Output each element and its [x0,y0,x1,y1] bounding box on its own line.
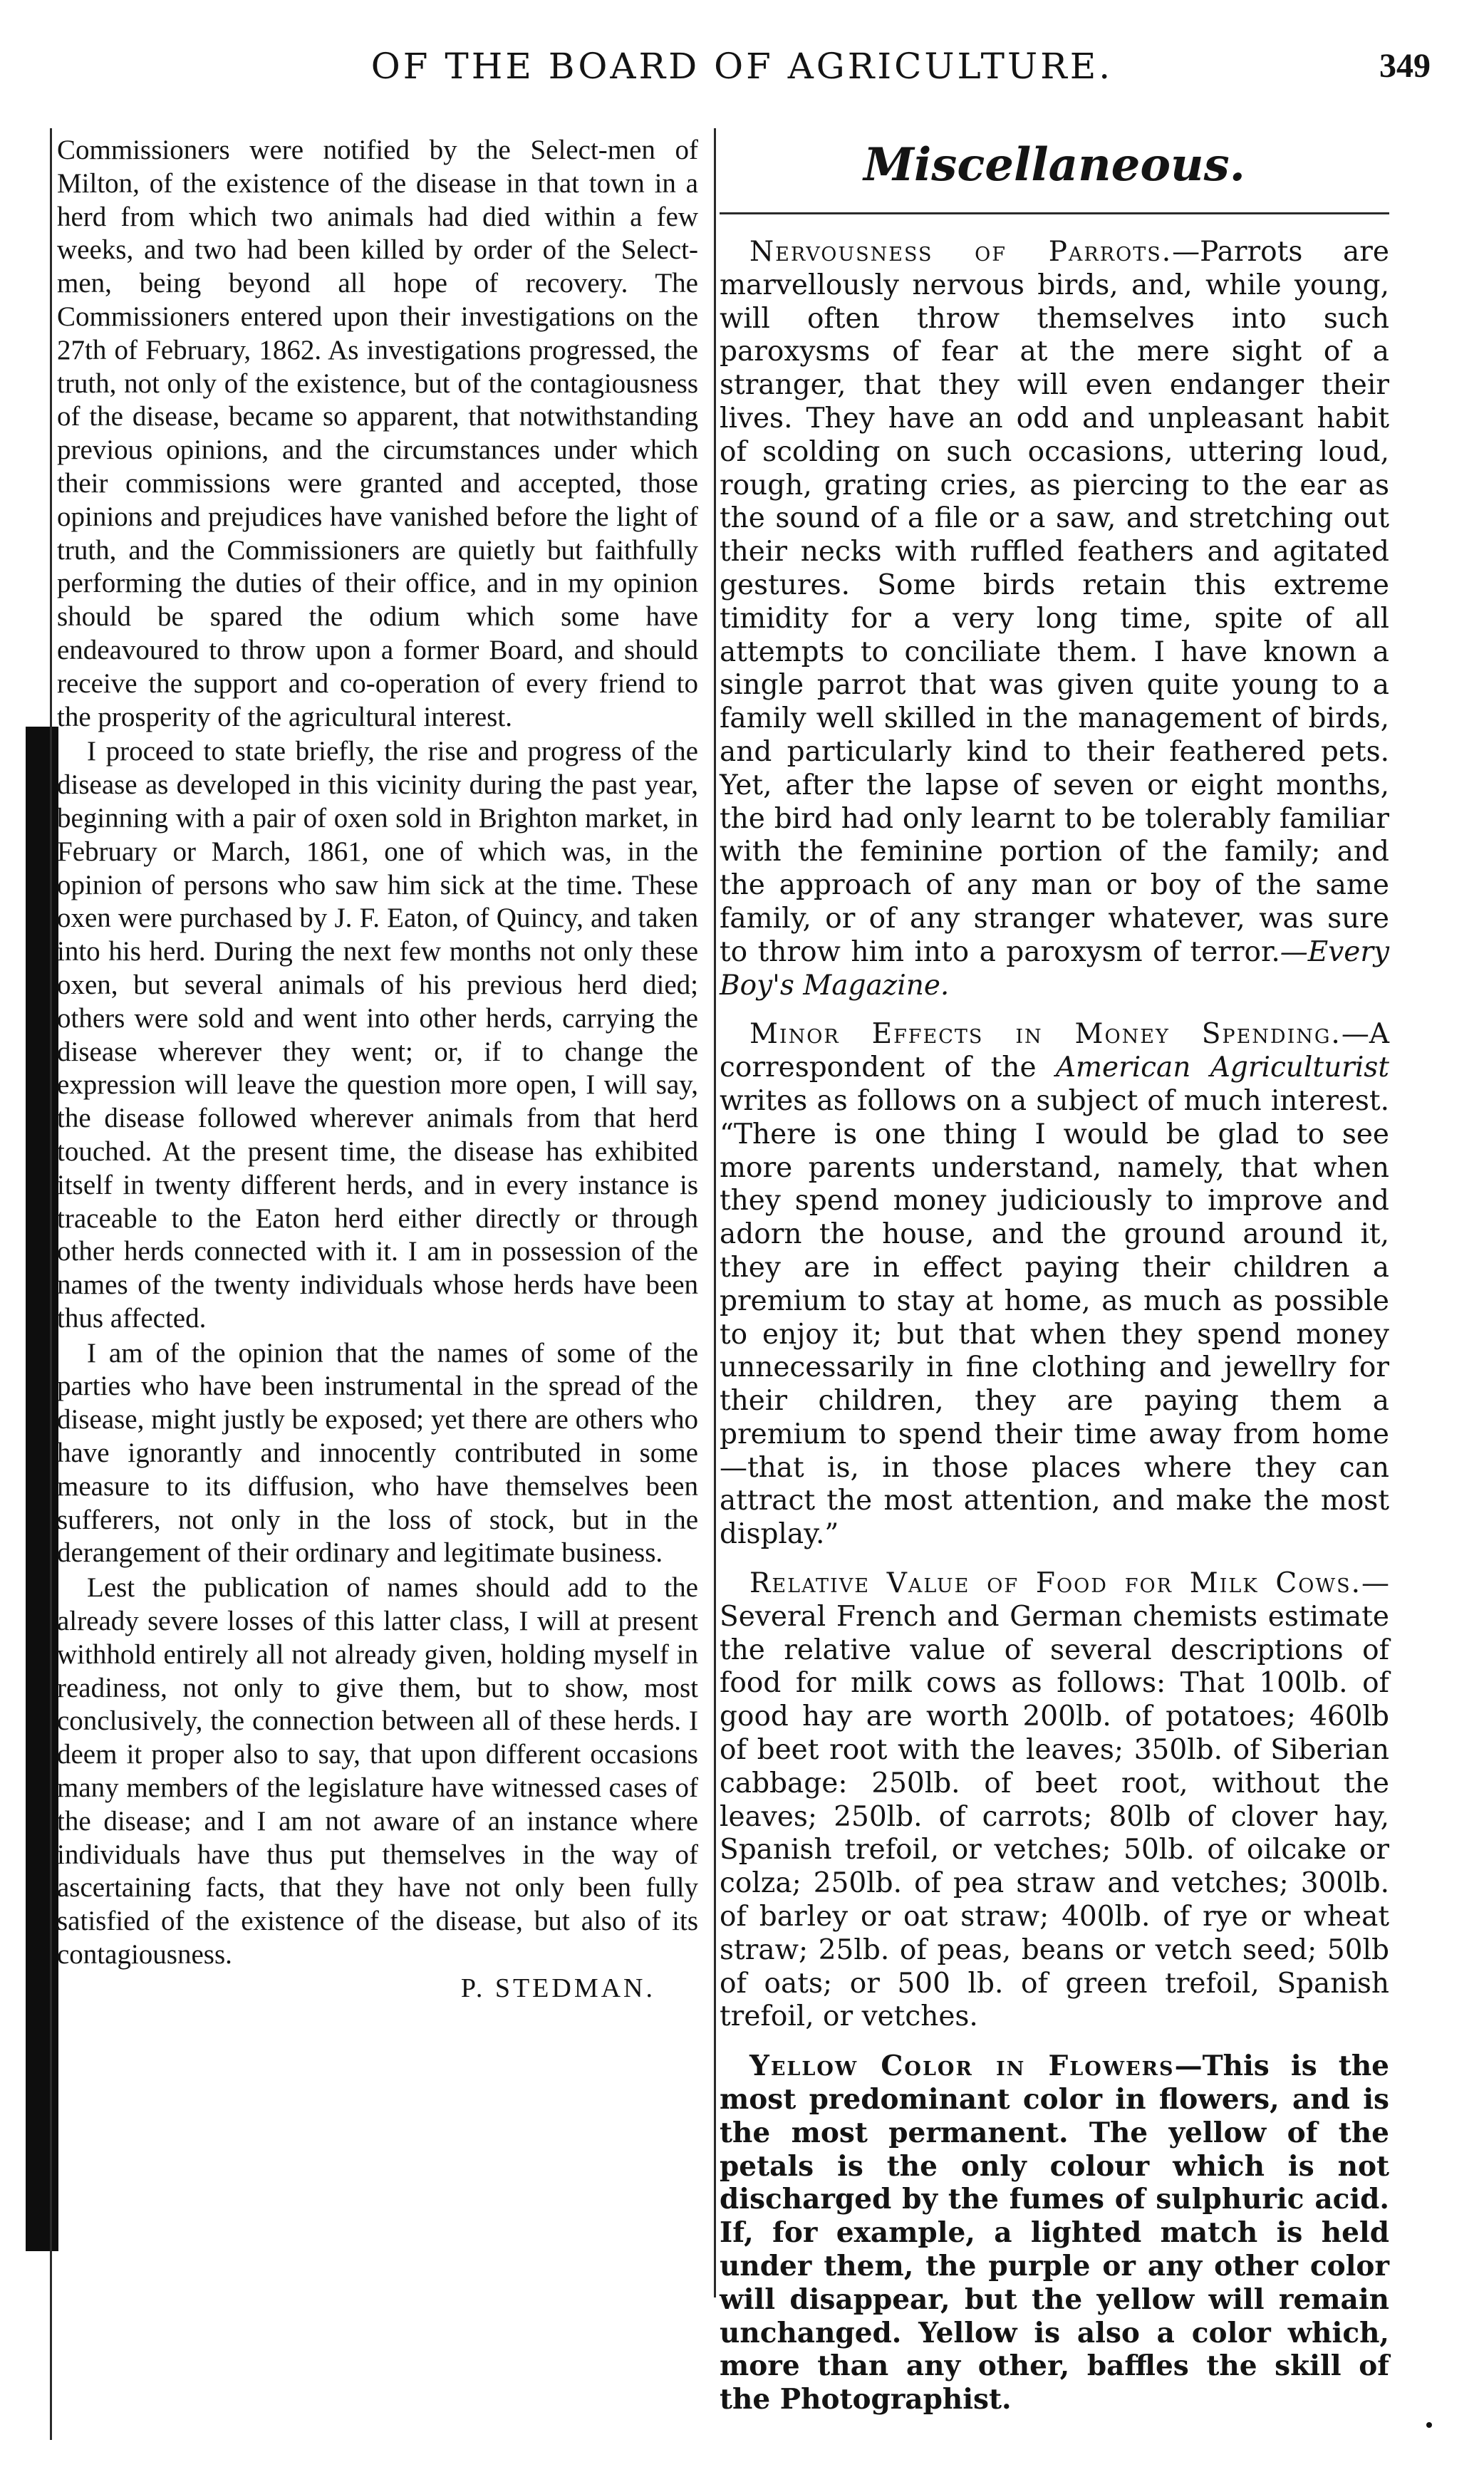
scan-speck [1426,2422,1432,2428]
running-head [0,41,1484,98]
article-body-prefix: —A correspondent of the [720,1018,1389,1084]
article-source: —Every Boy's Magazine. [720,935,1389,1002]
article-title: Minor Effects in Money Spending. [749,1018,1342,1051]
article-parrots [720,236,1389,1002]
left-column [57,134,698,2005]
page-number: 349 [1379,47,1431,85]
left-paragraph: Lest the publication of names should add to the already severe losses of this latter class, I will at present withhold entirely all not already given, holding myself in readiness, not only to give them, but to show, most conclusively, the connection between all of these herds. I deem it proper also to say, that upon different occasions many members of the legislature have witnessed cases of the disease; and I am not aware of an instance where individuals have thus put themselves in the way of ascertaining facts, that they have not only been fully satisfied of the existence of the disease, but also of its contagiousness. [57,1572,698,1970]
column-divider [714,128,716,2297]
binding-shadow [26,727,58,2251]
article-body: —Parrots are marvellously nervous birds, and, while young, will often throw themselves into such paroxysms of fear at the mere sight of a stranger, that they will even endanger their lives. They have an odd and unpleasant habit of scolding on such occasions, uttering loud, rough, grating cries, as piercing to the ear as the sound of a file or a saw, and stretching out their necks with ruffled feathers and agitated gestures. Some birds retain this extreme timidity for a very long time, spite of all attempts to conciliate them. I have known a single parrot that was given quite young to a family well skilled in the management of birds, and particularly kind to their feathered pets. Yet, after the lapse of seven or eight months, the bird had only learnt to be tolerably familiar with the feminine portion of the family; and the approach of any man or boy of the same family, or of any stranger whatever, was sure to throw him into a paroxysm of terror. [720,236,1389,968]
heading-rule [720,212,1389,214]
article-milk-cows [720,1567,1389,2034]
left-margin-rule [50,128,52,2440]
article-body: —This is the most predominant color in flowers, and is the most permanent. The yellow of the petals is the only colour which is not discharged by the fumes of sulphuric acid. If, for example, a lighted match is held under them, the purple or any other color will disappear, but the yellow will remain unchanged. Yellow is also a color which, more than any other, baffles the skill of the Photographist. [720,2050,1389,2416]
article-yellow-flowers [720,2050,1389,2416]
left-paragraph: I proceed to state briefly, the rise and progress of the disease as developed in this vicinity during the past year, beginning with a pair of oxen sold in Brighton market, in February or March, 1861, one of which was, in the opinion of persons who saw him sick at the time. These oxen were purchased by J. F. Eaton, of Quincy, and taken into his herd. During the next few months not only these oxen, but several animals of his previous herd died; others were sold and went into other herds, carrying the disease wherever they went; or, if to change the expression will leave the question more open, I will say, the disease followed wherever animals from that herd touched. At the present time, the disease has exhibited itself in twenty different herds, and in every instance is traceable to the Eaton herd either directly or through other herds connected with it. I am in possession of the names of the twenty individuals whose herds have been thus affected. [57,736,698,1334]
signature: P. STEDMAN. [460,1973,655,2003]
article-money-spending [720,1018,1389,1552]
left-paragraph: Commissioners were notified by the Select-men of Milton, of the existence of the disease in that town in a herd from which two animals had died within a few weeks, and two had been killed by order of the Select-men, being beyond all hope of recovery. The Commissioners entered upon their investigations on the 27th of February, 1862. As investigations progressed, the truth, not only of the existence, but of the contagiousness of the disease, became so apparent, that notwithstanding previous opinions, and the circumstances under which their commissions were granted and accepted, those opinions and prejudices have vanished before the light of truth, and the Commissioners are quietly but faithfully performing the duties of their office, and in my opinion should be spared the odium which some have endeavoured to throw upon a former Board, and should receive the support and co-operation of every friend to the prosperity of the agricultural interest. [57,135,698,732]
article-title: Yellow Color in Flowers [749,2050,1175,2083]
left-paragraph: I am of the opinion that the names of some of the parties who have been instrumental in the spread of the disease, might justly be exposed; yet there are others who have ignorantly and innocently contributed in some measure to its diffusion, who have themselves been sufferers, not only in the loss of stock, but in the derangement of their ordinary and legitimate business. [57,1337,698,1569]
article-body: writes as follows on a subject of much interest. “There is one thing I would be glad to see more parents understand, namely, that when they spend money judiciously to improve and adorn the house, and the ground around it, they are in effect paying their children a premium to stay at home, as much as possible to enjoy it; but that when they spend money unnecessarily in fine clothing and jewellry for their children, they are paying them a premium to spend their time away from home—that is, in those places where they can attract the most attention, and make the most display.” [720,1084,1389,1551]
article-body: —Several French and German chemists estimate the relative value of several descriptions of food for milk cows as follows: That 100lb. of good hay are worth 200lb. of potatoes; 460lb of beet root with the leaves; 350lb. of Siberian cabbage: 250lb. of beet root, without the leaves; 250lb. of carrots; 80lb of clover hay, Spanish trefoil, or vetches; 50lb. of oilcake or colza; 250lb. of pea straw and vetches; 300lb. of barley or oat straw; 400lb. of rye or wheat straw; 25lb. of peas, beans or vetch seed; 50lb of oats; or 500 lb. of green trefoil, Spanish trefoil, or vetches. [720,1567,1389,2033]
article-title: Nervousness of Parrots. [749,236,1173,268]
running-head-title: OF THE BOARD OF AGRICULTURE. [370,46,1114,87]
section-heading: Miscellaneous. [863,138,1245,192]
right-column [720,134,1389,2432]
article-title: Relative Value of Food for Milk Cows. [749,1567,1361,1600]
publication-name: American Agriculturist [1055,1051,1389,1084]
